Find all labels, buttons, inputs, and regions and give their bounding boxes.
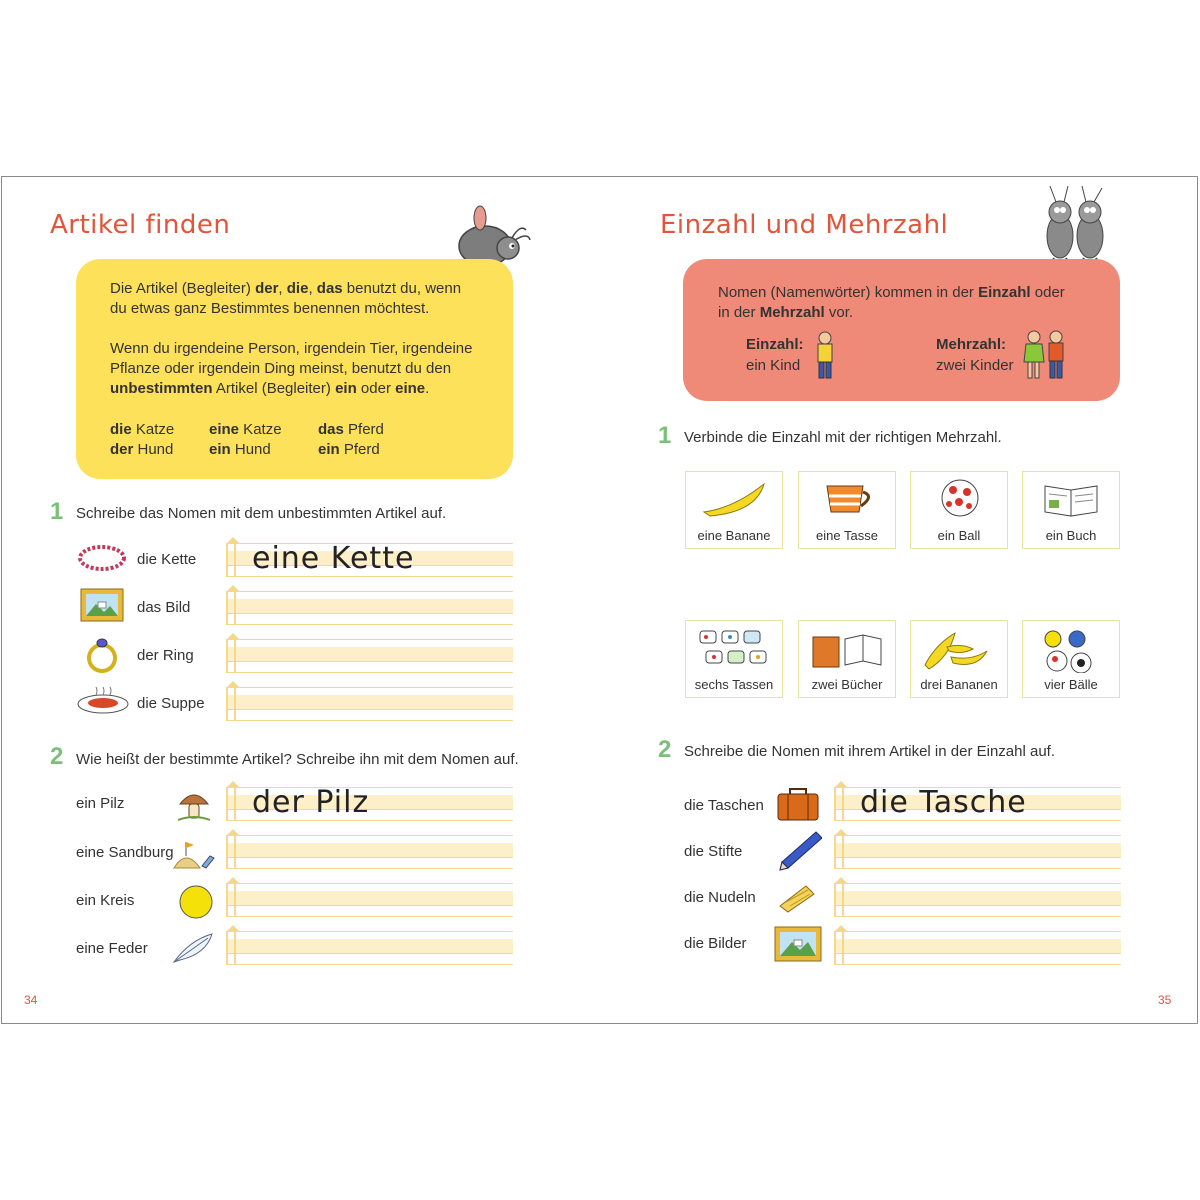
handwritten-answer: der Pilz <box>252 785 370 820</box>
ball-icon <box>925 478 995 518</box>
necklace-icon <box>76 542 128 574</box>
card-plural-balls[interactable] <box>1022 620 1120 698</box>
example-ein-hund: ein Hund <box>209 441 271 458</box>
ring-icon <box>82 636 122 674</box>
item-label: ein Kreis <box>76 892 135 909</box>
banana-icon <box>700 478 770 518</box>
handwritten-answer: eine Kette <box>252 541 415 576</box>
item-label: die Taschen <box>684 797 764 814</box>
exercise-instruction: Verbinde die Einzahl mit der richtigen Mehrzahl. <box>684 429 1002 446</box>
writing-line[interactable] <box>226 639 513 673</box>
einzahl-label: Einzahl: <box>746 336 804 353</box>
exercise-number: 2 <box>50 743 64 770</box>
card-label: drei Bananen <box>920 677 998 692</box>
mushroom-icon <box>176 788 212 822</box>
example-eine-katze: eine Katze <box>209 421 282 438</box>
info-box-singular-plural-text: Nomen (Namenwörter) kommen in der Einzahl oder in der Mehrzahl vor. <box>718 284 1065 321</box>
card-plural-bananas[interactable] <box>910 620 1008 698</box>
cups-icon <box>696 627 772 673</box>
card-label: zwei Bücher <box>811 677 883 692</box>
mehrzahl-label: Mehrzahl: <box>936 336 1007 353</box>
example-das-pferd: das Pferd <box>318 421 384 438</box>
mehrzahl-example: zwei Kinder <box>936 357 1014 374</box>
item-label: der Ring <box>137 647 194 664</box>
page-number: 34 <box>24 993 38 1007</box>
item-label: die Stifte <box>684 843 743 860</box>
einzahl-example: ein Kind <box>746 357 801 374</box>
example-ein-pferd: ein Pferd <box>318 441 380 458</box>
writing-line[interactable] <box>226 687 513 721</box>
card-plural-cups[interactable] <box>685 620 783 698</box>
card-label: ein Buch <box>1045 528 1097 543</box>
item-label: die Bilder <box>684 935 747 952</box>
card-singular-book[interactable] <box>1022 471 1120 549</box>
card-label: sechs Tassen <box>694 677 774 692</box>
writing-line[interactable] <box>226 931 513 965</box>
bag-icon <box>776 786 820 822</box>
info-box-articles-text: Die Artikel (Begleiter) der, die, das benutzt du, wenn du etwas ganz Bestimmtes benennen möchtest. Wenn du irgendeine Person, irgendein Tier, irgendeine Pflanze oder irgendein Ding meinst, benutzt du den unbestimmten Artikel (Begleiter) ein oder eine. <box>110 280 473 397</box>
item-label: die Nudeln <box>684 889 756 906</box>
writing-line[interactable] <box>834 883 1121 917</box>
example-die-katze: die Katze <box>110 421 175 438</box>
handwritten-answer: die Tasche <box>860 785 1027 820</box>
yellow-circle-icon <box>178 884 214 920</box>
item-label: die Suppe <box>137 695 205 712</box>
writing-line[interactable] <box>226 787 513 821</box>
item-label: eine Sandburg <box>76 844 174 861</box>
children-icon <box>1022 328 1068 382</box>
exercise-number: 1 <box>658 422 672 449</box>
balls-icon <box>1037 627 1113 673</box>
two-bugs-mascot-icon <box>1032 184 1118 268</box>
card-label: ein Ball <box>937 528 981 543</box>
writing-line[interactable] <box>226 835 513 869</box>
example-der-hund: der Hund <box>110 441 174 458</box>
picture-frame-icon <box>80 588 124 622</box>
child-icon <box>812 330 838 382</box>
card-singular-cup[interactable] <box>798 471 896 549</box>
writing-line[interactable] <box>226 591 513 625</box>
item-label: die Kette <box>137 551 197 568</box>
left-page-title: Artikel finden <box>50 210 231 240</box>
pencil-icon <box>776 830 822 872</box>
exercise-number: 1 <box>50 498 64 525</box>
exercise-number: 2 <box>658 736 672 763</box>
pasta-icon <box>776 882 818 914</box>
picture-frames-icon <box>774 926 822 962</box>
books-icon <box>809 627 885 673</box>
card-plural-books[interactable] <box>798 620 896 698</box>
soup-bowl-icon <box>76 686 130 716</box>
item-label: ein Pilz <box>76 795 125 812</box>
writing-line[interactable] <box>834 931 1121 965</box>
writing-line[interactable] <box>834 787 1121 821</box>
card-label: vier Bälle <box>1044 677 1098 692</box>
page-number: 35 <box>1158 993 1172 1007</box>
writing-line[interactable] <box>226 543 513 577</box>
feather-icon <box>170 930 216 966</box>
exercise-instruction: Wie heißt der bestimmte Artikel? Schreibe ihn mit dem Nomen auf. <box>76 751 519 768</box>
right-page-title: Einzahl und Mehrzahl <box>660 210 949 240</box>
card-singular-banana[interactable] <box>685 471 783 549</box>
bananas-icon <box>921 627 997 673</box>
item-label: das Bild <box>137 599 191 616</box>
card-label: eine Tasse <box>816 528 878 543</box>
card-singular-ball[interactable] <box>910 471 1008 549</box>
exercise-instruction: Schreibe die Nomen mit ihrem Artikel in der Einzahl auf. <box>684 743 1056 760</box>
writing-line[interactable] <box>226 883 513 917</box>
card-label: eine Banane <box>697 528 771 543</box>
writing-line[interactable] <box>834 835 1121 869</box>
item-label: eine Feder <box>76 940 148 957</box>
cup-icon <box>813 478 883 518</box>
sandcastle-icon <box>170 838 216 872</box>
open-book-icon <box>1037 478 1107 518</box>
exercise-instruction: Schreibe das Nomen mit dem unbestimmten Artikel auf. <box>76 505 447 522</box>
